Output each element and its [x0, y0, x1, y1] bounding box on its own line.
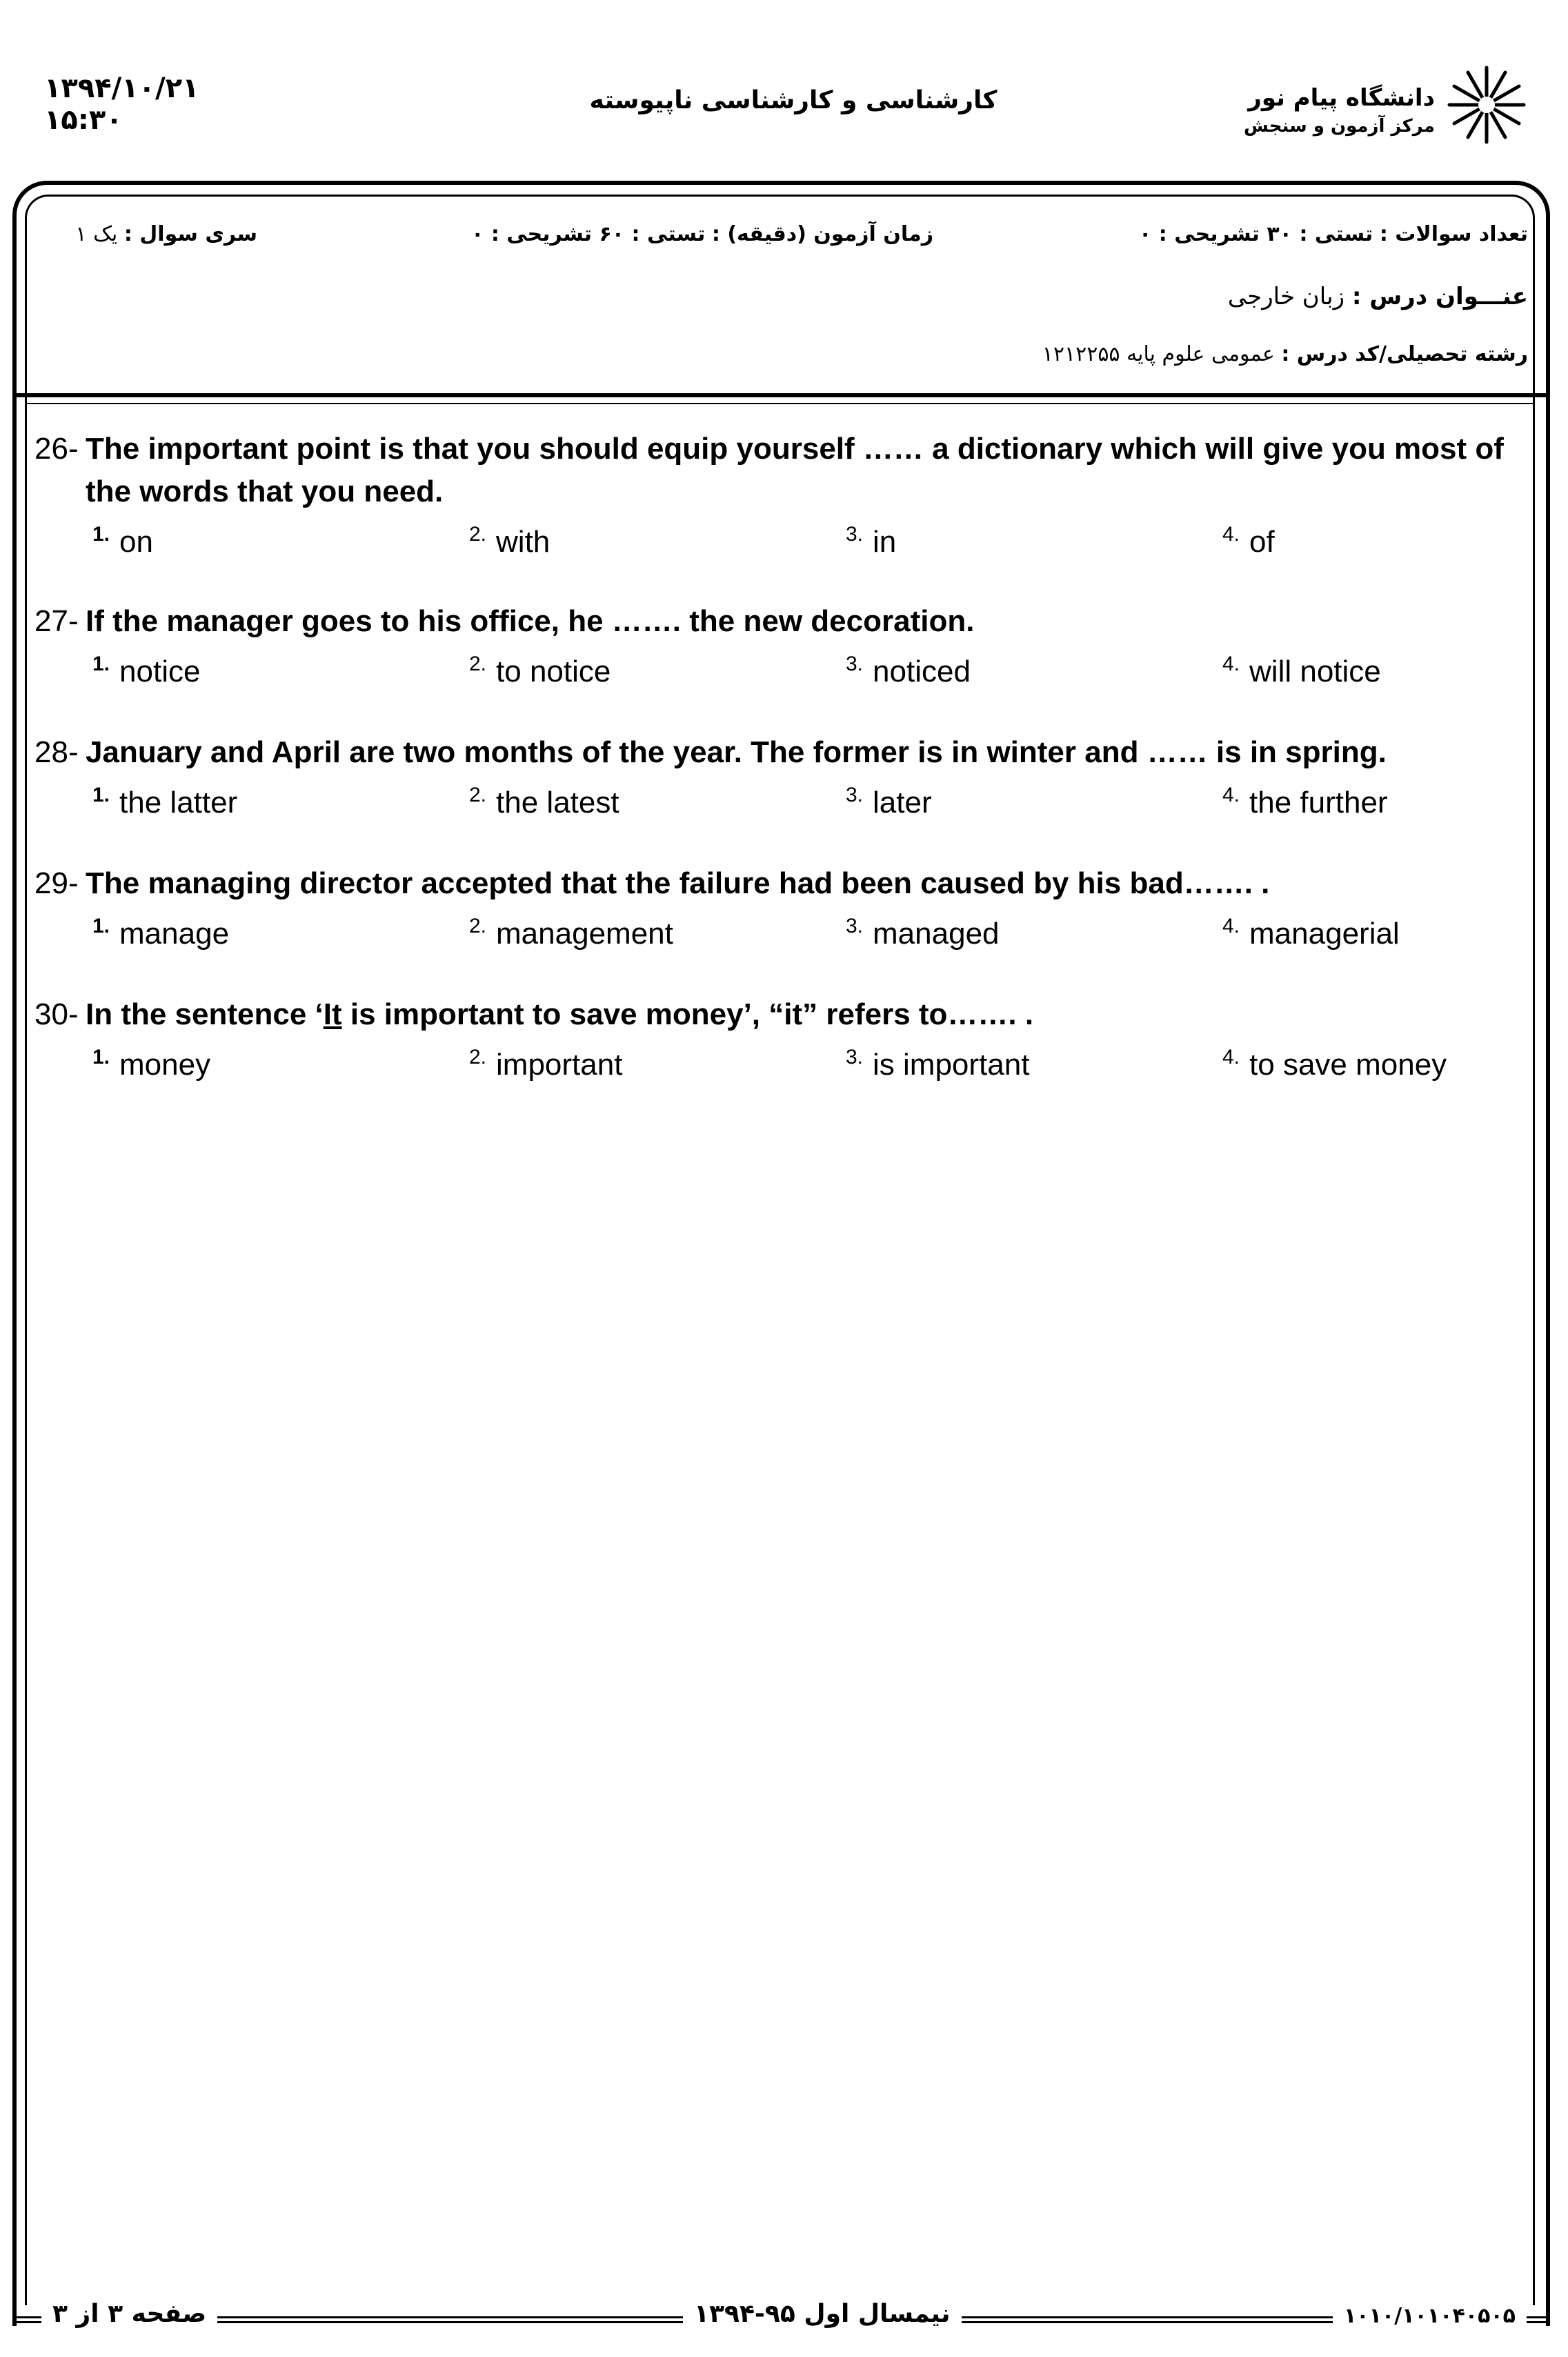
field-code-label: رشته تحصیلی/کد درس : — [1281, 342, 1528, 366]
option-2: $^{2.}$ the latest — [469, 784, 619, 819]
sunburst-logo-icon — [1445, 63, 1528, 146]
underlined-word: It — [323, 997, 342, 1031]
option-3: $^{3.}$ in — [846, 523, 897, 559]
header-divider-thin — [25, 403, 1535, 404]
option-4: $^{4.}$ of — [1222, 523, 1275, 559]
question-26 — [34, 428, 1531, 567]
university-name: دانشگاه پیام نور — [1248, 84, 1435, 112]
page-footer — [0, 2297, 1568, 2338]
question-29 — [34, 862, 1531, 959]
exam-date: ۱۳۹۴/۱۰/۲۱ — [44, 72, 199, 104]
option-3: $^{3.}$ noticed — [846, 653, 971, 688]
page-number: صفحه ۳ از ۳ — [41, 2300, 217, 2328]
option-1: $^{1.}$ notice — [92, 653, 201, 688]
question-count — [1139, 222, 1528, 246]
question-text: January and April are two months of the year. The former is in winter and …… is in spring. — [86, 735, 1387, 769]
question-number: 28- — [34, 735, 79, 769]
question-text: If the manager goes to his office, he ……. the new decoration. — [86, 604, 975, 638]
question-number: 27- — [34, 604, 79, 638]
center-name: مرکز آزمون و سنجش — [1243, 116, 1435, 137]
option-1: $^{1.}$ on — [92, 523, 153, 559]
option-1: $^{1.}$ manage — [92, 915, 230, 951]
field-code — [1042, 342, 1528, 366]
option-4: $^{4.}$ the further — [1222, 784, 1388, 819]
question-series-label: سری سوال : — [123, 222, 257, 246]
question-27 — [34, 600, 1531, 697]
option-1: $^{1.}$ money — [92, 1046, 211, 1082]
option-3: $^{3.}$ is important — [846, 1046, 1030, 1082]
option-4: $^{4.}$ will notice — [1222, 653, 1381, 688]
option-3: $^{3.}$ managed — [846, 915, 1000, 951]
exam-duration — [471, 222, 933, 246]
course-title — [1228, 283, 1528, 310]
field-code-value: عمومی علوم پایه ۱۲۱۲۲۵۵ — [1042, 342, 1275, 366]
option-2: $^{2.}$ with — [469, 523, 550, 559]
question-text: The managing director accepted that the failure had been caused by his bad……. . — [86, 866, 1270, 900]
option-1: $^{1.}$ the latter — [92, 784, 238, 819]
page-title: کارشناسی و کارشناسی ناپیوسته — [589, 86, 998, 115]
question-text: In the sentence ‘It is important to save money’, “it” refers to……. . — [86, 997, 1034, 1031]
exam-time: ۱۵:۳۰ — [44, 104, 123, 136]
exam-date-time — [44, 72, 199, 136]
question-28 — [34, 731, 1531, 828]
question-number: 30- — [34, 997, 79, 1031]
option-4: $^{4.}$ managerial — [1222, 915, 1400, 951]
option-2: $^{2.}$ important — [469, 1046, 623, 1082]
question-series-value: یک ۱ — [75, 222, 118, 246]
university-logo — [1155, 61, 1528, 164]
header-divider — [12, 393, 1550, 397]
option-2: $^{2.}$ management — [469, 915, 673, 951]
course-title-label: عنـــوان درس : — [1351, 283, 1528, 310]
question-count-label: تعداد سوالات : — [1379, 222, 1528, 246]
option-3: $^{3.}$ later — [846, 784, 932, 819]
exam-duration-value: تستی : ۶۰ تشریحی : ۰ — [471, 222, 706, 246]
question-30 — [34, 993, 1531, 1090]
option-4: $^{4.}$ to save money — [1222, 1046, 1447, 1082]
question-series — [75, 222, 257, 246]
semester-label: نیمسال اول ۹۵-۱۳۹۴ — [683, 2300, 962, 2328]
question-text: The important point is that you should equip yourself …… a dictionary which will give you most of the words that you need. — [86, 432, 1504, 508]
question-count-value: تستی : ۳۰ تشریحی : ۰ — [1139, 222, 1373, 246]
option-2: $^{2.}$ to notice — [469, 653, 611, 688]
exam-duration-label: زمان آزمون (دقیقه) : — [711, 222, 933, 246]
course-title-value: زبان خارجی — [1227, 283, 1345, 310]
question-number: 29- — [34, 866, 79, 900]
exam-code: ۱۰۱۰/۱۰۱۰۴۰۵۰۵ — [1333, 2304, 1527, 2328]
question-number: 26- — [34, 432, 79, 466]
